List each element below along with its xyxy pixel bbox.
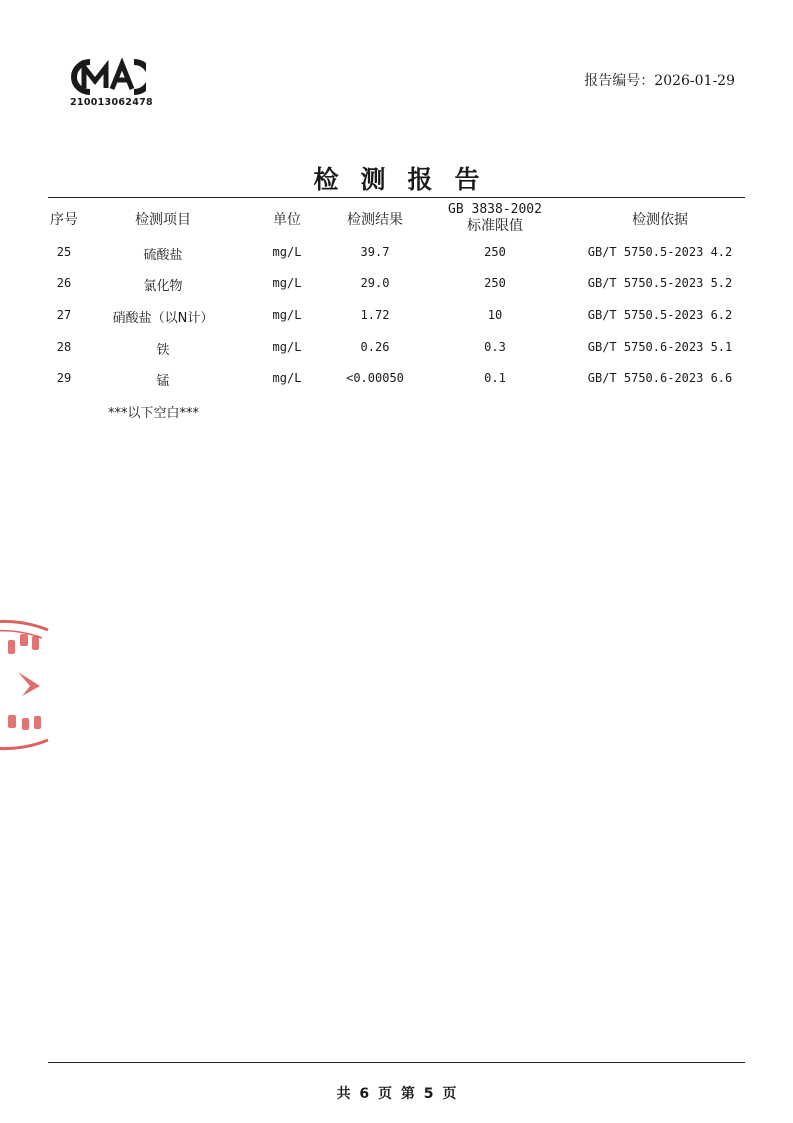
row-basis: GB/T 5750.6-2023 5.1: [587, 340, 733, 354]
row-item: 氯化物: [143, 279, 183, 294]
col-header-item: 检测项目: [135, 212, 191, 228]
row-item: 硝酸盐（以N计）: [112, 311, 214, 326]
row-seq: 28: [56, 340, 72, 354]
cma-number: 210013062478: [70, 97, 153, 108]
row-basis: GB/T 5750.6-2023 6.6: [587, 371, 733, 385]
col-header-unit: 单位: [273, 212, 301, 228]
row-item: 铁: [156, 343, 170, 358]
row-result: 1.72: [360, 308, 390, 322]
row-result: <0.00050: [346, 371, 404, 385]
row-unit: mg/L: [272, 308, 302, 322]
row-item: 硫酸盐: [143, 248, 183, 263]
row-basis: GB/T 5750.5-2023 6.2: [587, 308, 733, 322]
row-unit: mg/L: [272, 245, 302, 259]
row-item: 锰: [156, 374, 170, 389]
col-header-result: 检测结果: [347, 212, 403, 228]
col-header-limit-label: 标准限值: [467, 218, 523, 234]
page-title: 检测报告: [313, 165, 502, 194]
footer-divider: [48, 1062, 745, 1063]
row-basis: GB/T 5750.5-2023 5.2: [587, 276, 733, 290]
row-result: 39.7: [360, 245, 390, 259]
col-header-limit-standard: GB 3838-2002: [448, 202, 542, 217]
row-basis: GB/T 5750.5-2023 4.2: [587, 245, 733, 259]
official-seal-stamp: [0, 600, 60, 770]
row-limit: 10: [487, 308, 503, 322]
col-header-basis: 检测依据: [632, 212, 688, 228]
cma-logo-mark: [68, 58, 146, 96]
row-result: 29.0: [360, 276, 390, 290]
row-seq: 29: [56, 371, 72, 385]
report-number: 报告编号：2026-01-29: [584, 73, 735, 89]
end-of-table-note: ***以下空白***: [108, 406, 200, 421]
row-limit: 250: [484, 276, 506, 290]
row-seq: 27: [56, 308, 72, 322]
col-header-seq: 序号: [50, 212, 78, 228]
page-number: 共 6 页 第 5 页: [336, 1086, 457, 1102]
row-seq: 26: [56, 276, 72, 290]
row-result: 0.26: [360, 340, 390, 354]
col-header-limit: [440, 201, 550, 235]
row-unit: mg/L: [272, 340, 302, 354]
cma-logo: [68, 58, 153, 108]
row-limit: 250: [484, 245, 506, 259]
row-limit: 0.3: [484, 340, 506, 354]
row-seq: 25: [56, 245, 72, 259]
header-divider: [48, 197, 745, 198]
row-unit: mg/L: [272, 276, 302, 290]
row-unit: mg/L: [272, 371, 302, 385]
row-limit: 0.1: [484, 371, 506, 385]
